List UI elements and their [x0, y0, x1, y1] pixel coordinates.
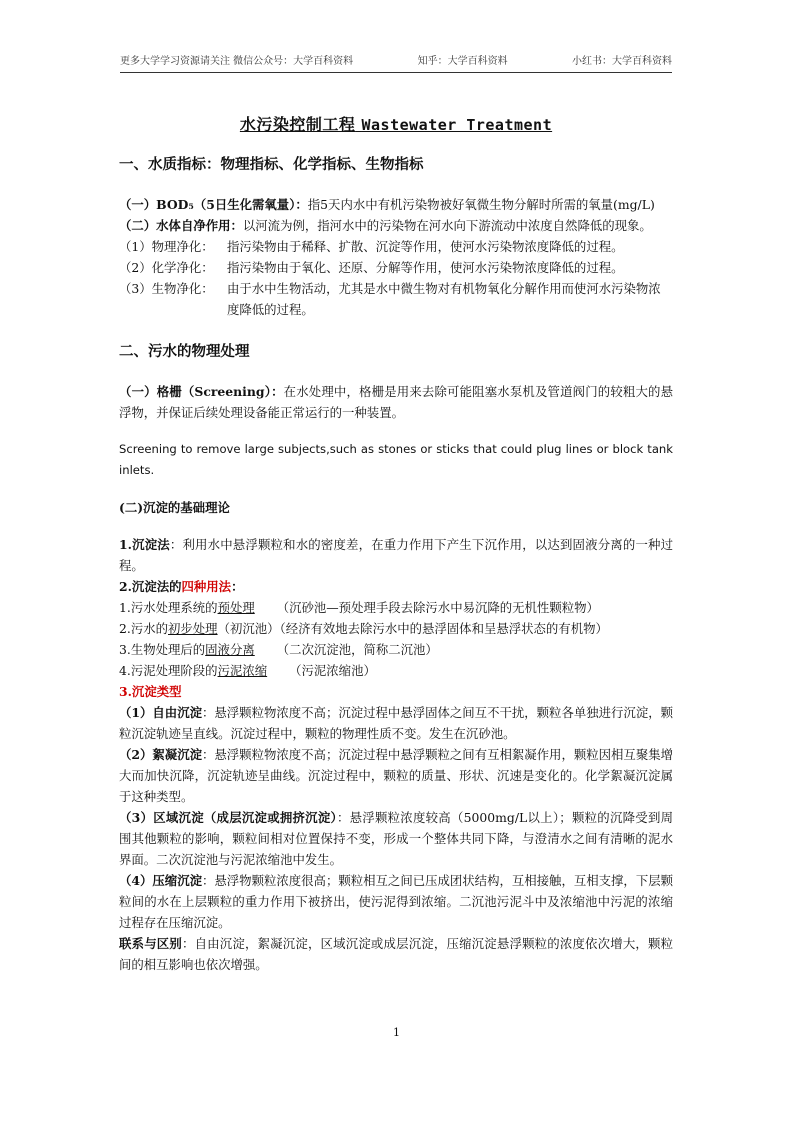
section-2-heading: 二、污水的物理处理: [119, 343, 250, 360]
header-left: 更多大学学习资源请关注 微信公众号：大学百科资料: [120, 56, 354, 67]
use-item: [119, 660, 673, 681]
use-underlined: 固液分离: [205, 642, 255, 657]
use-underlined: 预处理: [217, 600, 255, 615]
sedimentation-label: 1.沉淀法: [119, 537, 170, 552]
type-text: ：悬浮颗粒物浓度不高；沉淀过程中悬浮颗粒之间有互相絮凝作用，颗粒因相互聚集增大而加快沉降，沉淀轨迹呈曲线。沉淀过程中，颗粒的质量、形状、沉速是变化的。化学絮凝沉淀属于这种类型。: [119, 747, 674, 804]
document-title: [119, 112, 673, 135]
use-underlined: 污泥浓缩: [217, 663, 268, 678]
purification-item: [119, 236, 673, 257]
bod-paragraph: [119, 194, 673, 215]
page-header: [120, 52, 672, 73]
four-uses-colon: ：: [231, 579, 244, 594]
type-paragraph: [119, 870, 673, 933]
purification-label: （1）物理净化：: [119, 239, 214, 254]
type-text: ：悬浮颗粒浓度较高（5000mg/L以上）；颗粒的沉降受到周围其他颗粒的影响，颗粒间相对位置保持不变，形成一个整体共同下降，与澄清水之间有清晰的泥水界面。二次沉淀池与污泥浓缩池中发生。: [119, 810, 674, 867]
purification-label: （3）生物净化：: [119, 281, 214, 296]
relation-text: ：自由沉淀，絮凝沉淀，区域沉淀或成层沉淀，压缩沉淀悬浮颗粒的浓度依次增大，颗粒间的相互影响也依次增强。: [119, 936, 674, 972]
four-uses-label: 2.沉淀法的: [119, 579, 182, 594]
purification-item: [119, 257, 673, 278]
use-prefix: 3.生物处理后的: [119, 642, 206, 657]
use-item: [119, 639, 673, 660]
use-prefix: 4.污泥处理阶段的: [119, 663, 218, 678]
type-label: （1）自由沉淀: [119, 705, 202, 720]
section-1-heading: 一、水质指标：物理指标、化学指标、生物指标: [119, 156, 424, 173]
purification-text: 指污染物由于稀释、扩散、沉淀等作用，使河水污染物浓度降低的过程。: [227, 239, 624, 254]
use-prefix: 1.污水处理系统的: [119, 600, 218, 615]
relation-paragraph: [119, 933, 673, 975]
type-label: （4）压缩沉淀: [119, 873, 202, 888]
sedimentation-text: ：利用水中悬浮颗粒和水的密度差，在重力作用下产生下沉作用，以达到固液分离的一种过程。: [119, 537, 674, 573]
four-uses-heading: [119, 576, 673, 597]
screening-paragraph: [119, 381, 673, 423]
type-paragraph: [119, 807, 673, 870]
type-text: ：悬浮物颗粒浓度很高；颗粒相互之间已压成团状结构，互相接触，互相支撑，下层颗粒间的水在上层颗粒的重力作用下被挤出，使污泥得到浓缩。二沉池污泥斗中及浓缩池中污泥的浓缩过程存在压缩沉淀。: [119, 873, 674, 930]
title-cn: 水污染控制工程: [239, 115, 356, 134]
type-text: ：悬浮颗粒物浓度不高；沉淀过程中悬浮固体之间互不干扰，颗粒各单独进行沉淀，颗粒沉淀轨迹呈直线。沉淀过程中，颗粒的物理性质不变。发生在沉砂池。: [119, 705, 674, 741]
bod-label: （一）BOD₅（5日生化需氧量）：: [119, 197, 308, 212]
type-label: （2）絮凝沉淀: [119, 747, 202, 762]
title-en: Wastewater Treatment: [361, 116, 553, 134]
bod-text: 指5天内水中有机污染物被好氧微生物分解时所需的氧量(mg/L): [307, 197, 655, 212]
use-note: （污泥浓缩池）: [289, 663, 376, 678]
header-middle: 知乎：大学百科资料: [417, 56, 508, 67]
screening-label: （一）格栅（Screening）：: [119, 384, 284, 399]
header-right: 小红书：大学百科资料: [572, 56, 672, 67]
type-label: （3）区域沉淀（成层沉淀或拥挤沉淀）: [119, 810, 337, 825]
sedimentation-definition: [119, 534, 673, 576]
screening-text: 在水处理中，格栅是用来去除可能阻塞水泵机及管道阀门的较粗大的悬浮物，并保证后续处理设备能正常运行的一种装置。: [119, 384, 673, 420]
use-item: [119, 618, 673, 639]
use-note: （沉砂池—预处理手段去除污水中易沉降的无机性颗粒物）: [276, 600, 599, 615]
relation-label: 联系与区别: [119, 936, 182, 951]
type-paragraph: [119, 744, 673, 807]
use-underlined: 初步处理: [168, 621, 218, 636]
sedimentation-types-heading: 3.沉淀类型: [119, 684, 182, 699]
sedimentation-heading: (二)沉淀的基础理论: [119, 500, 230, 515]
self-purification-text: 以河流为例，指河水中的污染物在河水向下游流动中浓度自然降低的现象。: [242, 218, 652, 233]
use-item: [119, 597, 673, 618]
screening-english: Screening to remove large subjects,such as stones or sticks that could plug lines or block tank inlets.: [119, 442, 673, 477]
use-prefix: 2.污水的: [119, 621, 168, 636]
use-note: （二次沉淀池，简称二沉池）: [276, 642, 438, 657]
purification-label: （2）化学净化：: [119, 260, 214, 275]
self-purification-paragraph: [119, 215, 673, 236]
use-note: （初沉池）（经济有效地去除污水中的悬浮固体和呈悬浮状态的有机物）: [217, 621, 608, 636]
purification-text: 由于水中生物活动，尤其是水中微生物对有机物氧化分解作用而使河水污染物浓度降低的过程。: [227, 281, 661, 317]
four-uses-red: 四种用法: [181, 579, 232, 594]
purification-text: 指污染物由于氧化、还原、分解等作用，使河水污染物浓度降低的过程。: [227, 260, 624, 275]
page-number: 1: [393, 1026, 400, 1039]
self-purification-label: （二）水体自净作用：: [119, 218, 243, 233]
document-body: [119, 112, 673, 975]
purification-item: [119, 278, 673, 320]
type-paragraph: [119, 702, 673, 744]
